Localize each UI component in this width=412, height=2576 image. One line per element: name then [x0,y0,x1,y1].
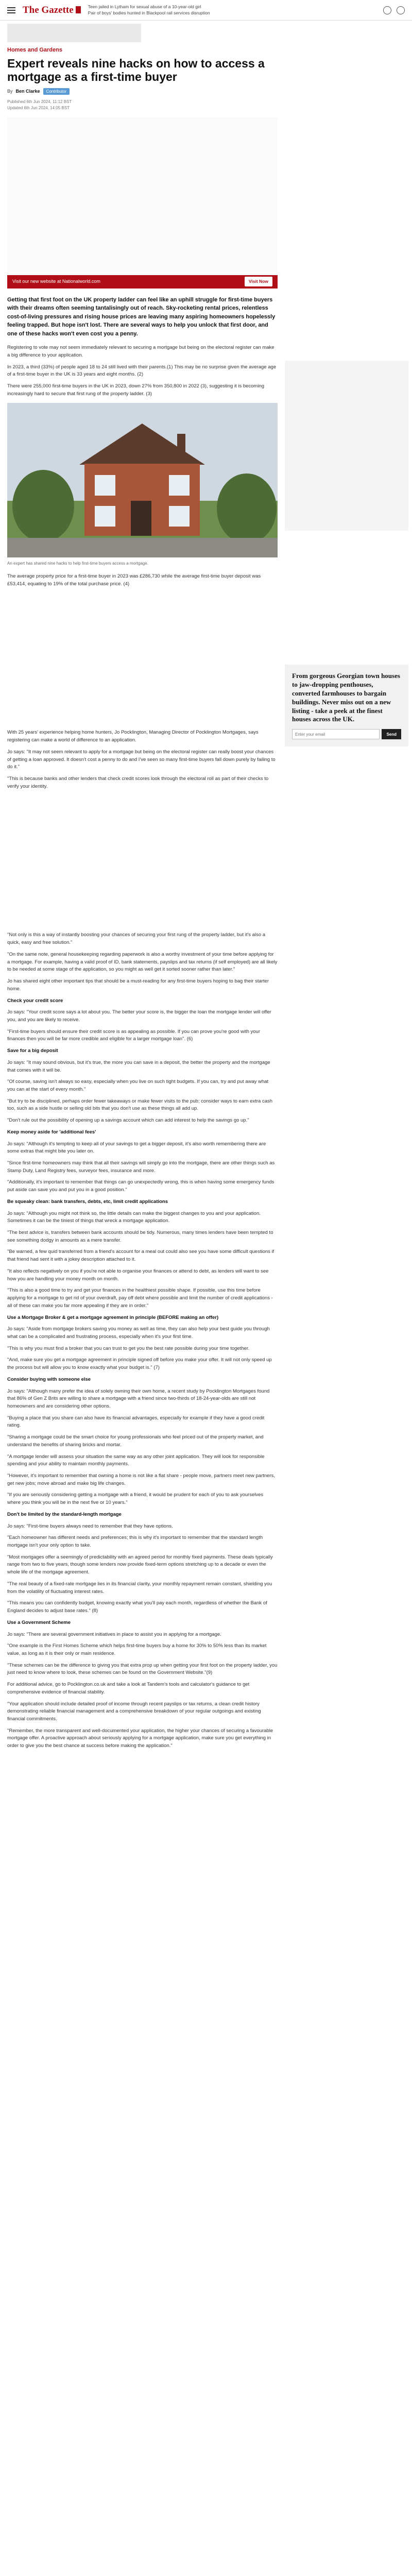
search-icon[interactable] [383,6,391,14]
email-input[interactable] [292,729,380,739]
published-date: Published 6th Jun 2024, 11:12 BST [7,99,72,105]
article-paragraph: "This is why you must find a broker that you can trust to get you the best rate possible during your time together. [7,1345,250,1351]
article-paragraph: "This is also a good time to try and get your finances in the healthiest possible shape. If possible, use this time before applying for a mortgage to get rid of your overdraft, pay off debt where possible and limit the number of credit applications - all of these can make you far more appealing if they are in order." [7,1287,273,1309]
article-paragraph: "These schemes can be the difference to giving you that extra prop up when getting your first foot on the property ladder, you just need to know where to look, these schemes can be found on the Government Website."(9) [7,1662,278,1676]
logo-mark [76,6,81,13]
article-headline: Expert reveals nine hacks on how to access a mortgage as a first-time buyer [7,56,265,84]
article-paragraph: Jo says: "First-time buyers always need to remember that they have options. [7,1523,173,1529]
inline-ad-slot [7,594,278,723]
article-paragraph: "Not only is this a way of instantly boosting your chances of securing your first rung of the property ladder, but it's also a quick, easy and free solution." [7,932,266,946]
subheading: Don't be limited by the standard-length mortgage [7,1511,122,1517]
article-paragraph: "Buying a place that you share can also have its financial advantages, especially for example if they have a good credit rating. [7,1415,265,1429]
site-logo[interactable]: The Gazette [23,3,81,18]
article-intro: Getting that first foot on the UK property ladder can feel like an uphill struggle for first-time buyers with their dreams often seeming tantalisingly out of reach. Sky-rocketing rental prices, relentless cost-of-living pressures and rising house prices are leaving many aspiring homeowners hopelessly feeling trapped. But hope isn't lost. There are several ways to help you unlock that first door, and one of these hacks won't even cost you a penny. [7,296,276,337]
article-body-continued [7,931,278,1750]
article-paragraph: Jo says: "Although many prefer the idea of solely owning their own home, a recent study by Pocklington Mortgages found that 86% of Gen Z Brits are willing to share a mortgage with a friend since two-thirds of 18-24-year-olds are still not homeowners and are considering other options. [7,1388,270,1409]
promo-text: Visit our new website at Nationalworld.com [12,279,100,284]
article-paragraph: "But try to be disciplined, perhaps order fewer takeaways or make fewer visits to the pub; consider ways to earn extra cash too, such as a side hustle or selling old bits that you don't use as these things all add up. [7,1098,273,1112]
article-paragraph: "Since first-time homeowners may think that all their savings will simply go into the mortgage, there are other things such as Stamp Duty, Land Registry fees, surveyor fees, insurance and more. [7,1160,275,1174]
ticker-item[interactable]: Pair of boys' bodies hunted in Blackpool rail services disruption [88,10,210,15]
article-paragraph: "A mortgage lender will assess your situation the same way as any other joint application. They will look for responsible spending and your ability to maintain monthly payments. [7,1453,265,1467]
ticker-item[interactable]: Teen jailed in Lytham for sexual abuse of a 10-year-old girl [88,4,201,10]
newsletter-heading: From gorgeous Georgian town houses to jaw-dropping penthouses, converted farmhouses to bargain buildings. Never miss out on a new listing - take a peek at the finest houses across the UK. [292,672,400,723]
article-paragraph: Jo says: "Aside from mortgage brokers saving you money as well as time, they can also help your best guide you through what can be a complicated and frustrating process, especially when it's your first time. [7,1326,270,1340]
author-name[interactable]: Ben Clarke [15,89,40,94]
article-paragraph: "Be warned, a few quid transferred from a friend's account for a meal out could also see you have some difficult questions if that friend had sent it with a jokey description attached to it. [7,1249,274,1263]
newsletter-send-button[interactable]: Send [382,729,401,739]
article-paragraph: "Additionally, it's important to remember that things can go unexpectedly wrong, this is when having some emergency funds put aside can save you and put you in a good position." [7,1179,274,1193]
subheading: Be squeaky clean: bank transfers, debts, etc, limit credit applications [7,1198,168,1205]
inline-ad-slot [7,796,278,925]
article-paragraph: Registering to vote may not seem immediately relevant to securing a mortgage but being on the electoral register can make a big difference to your application. [7,345,274,358]
section-label[interactable]: Homes and Gardens [7,47,62,53]
byline-prefix: By [7,89,13,94]
article-paragraph: "Of course, saving isn't always so easy, especially when you live on such tight budgets. If you can, try and put away what you can at the start of every month." [7,1079,269,1092]
account-icon[interactable] [397,6,405,14]
updated-date: Updated 6th Jun 2024, 14:05 BST [7,106,70,110]
article-paragraph: "Your application should include detailed proof of income through recent payslips or tax returns, a clean credit history demonstrating reliable financial management and a comprehensive breakdown of your regular outgoings and existing financial commitments. [7,1701,261,1722]
article-paragraph: "One example is the First Homes Scheme which helps first-time buyers buy a home for 30% to 50% less than its market value, as long as it is their only or main residence. [7,1643,267,1656]
sidebar-ad-slot [285,361,408,531]
hero-ad-slot [7,117,278,272]
article-paragraph: "This is because banks and other lenders that check credit scores look through the electoral roll as part of their checks to verify your identity. [7,776,269,789]
article-paragraph: Jo has shared eight other important tips that should be a must-reading for any first-time buyers hoping to bag their starter home. [7,978,269,992]
article-paragraph: "Remember, the more transparent and well-documented your application, the higher your chances of securing a favourable mortgage offer. A proactive approach about seriously applying for a mortgage application, make sure you get everything in order to give you the best chance at success before making the application." [7,1727,273,1749]
article-paragraph: With 25 years' experience helping home hunters, Jo Pocklington, Managing Director of Pocklington Mortgages, says registering can make a world of difference to an application. [7,730,259,743]
subheading: Use a Mortgage Broker & get a mortgage agreement in principle (BEFORE making an offer) [7,1314,219,1320]
article-paragraph: Jo says: "It may not seem relevant to apply for a mortgage but being on the electoral register can really boost your chances of getting a loan approved. It doesn't cost a penny to do and I've seen so many first-time buyers fall down purely by failing to do it." [7,749,276,770]
subheading: Use a Government Scheme [7,1619,71,1625]
byline [7,88,278,95]
article-paragraph: "This means you can confidently budget, knowing exactly what you'll pay each month, regardless of whether the Bank of England decides to adjust base rates." (8) [7,1600,267,1614]
masthead [0,0,412,21]
article-paragraph: For additional advice, go to Pocklington.co.uk and take a look at Tandem's tools and calculator's guidance to get comprehensive evidence of financial stability. [7,1682,250,1695]
subheading: Check your credit score [7,997,63,1004]
subheading: Save for a big deposit [7,1048,58,1054]
article-paragraph: "It also reflects negatively on you if you're not able to organise your finances or attend to debt, as lenders will want to see how you are handling your money month on month. [7,1268,269,1282]
article-paragraph: "Most mortgages offer a seemingly of predictability with an agreed period for monthly fixed payments. These deals typically range from two to five years, though some lenders now provide fixed-term options stretching up to a decade or even the whole life of the mortgage agreement. [7,1554,273,1575]
sidebar-ad [285,361,408,531]
article-paragraph: "The best advice is, transfers between bank accounts should be tidy. Numerous, many times lenders have been tempted to see something dodgy in amounts as a mere transfer. [7,1230,273,1243]
article-paragraph: "The real beauty of a fixed-rate mortgage lies in its financial clarity, your monthly repayment remain constant, shielding you from the volatility of fluctuating interest rates. [7,1581,272,1595]
article-dates [7,99,278,111]
article-paragraph: Jo says: "Although it's tempting to keep all of your savings to get a bigger deposit, it's also worth remembering there are some extras that might bite you later on. [7,1141,266,1155]
article-paragraph: "Sharing a mortgage could be the smart choice for young professionals who feel priced out of the property market, and understand the benefits of sharing bricks and mortar. [7,1434,264,1448]
news-ticker[interactable] [88,4,376,15]
article-paragraph: There were 255,000 first-time buyers in the UK in 2023, down 27% from 350,800 in 2022 (3), suggesting it is becoming increasingly hard to secure that first rung of the property ladder. (3) [7,383,265,397]
article-paragraph: "And, make sure you get a mortgage agreement in principle signed off before you make your offer. It will not only speed up the process but will allow you to know exactly what your budget is." (7) [7,1357,272,1371]
article-paragraph: "First-time buyers should ensure their credit score is as appealing as possible. If you can prove you're good with your finances then you will be far more credible and eligible for a larger mortgage loan". (6) [7,1028,260,1042]
article [7,46,278,1754]
article-paragraph: "If you are seriously considering getting a mortgage with a friend, it would be prudent for each of you to ask yourselves where you think you will be in the next five or 10 years." [7,1492,264,1506]
newsletter-signup [285,665,408,747]
subheading: Keep money aside for 'additional fees' [7,1129,96,1135]
article-photo [7,403,278,557]
article-paragraph: Jo says: "Your credit score says a lot about you. The better your score is, the bigger the loan the mortgage lender will offer you, and you are likely to receive. [7,1009,271,1023]
article-paragraph: The average property price for a first-time buyer in 2023 was £286,730 while the average first-time buyer deposit was £53,414, equating to 19% of the total purchase price. (4) [7,573,261,587]
article-paragraph: "However, it's important to remember that owning a home is not like a flat share - people move, partners meet new partners, get new jobs; move abroad and make big life changes. [7,1473,276,1486]
subheading: Consider buying with someone else [7,1376,91,1382]
article-paragraph: "Don't rule out the possibility of opening up a savings account which can add interest to help the savings go up." [7,1117,249,1124]
promo-bar[interactable] [7,275,278,289]
banner-ad [7,24,141,42]
article-paragraph: Jo says: "Although you might not think so, the little details can make the biggest changes to you and your application. Sometimes it can be the tiniest of things that wreck a mortgage application. [7,1210,261,1224]
menu-icon[interactable] [7,7,15,13]
author-badge: Contributor [43,88,70,95]
article-paragraph: In 2023, a third (33%) of people aged 18 to 24 still lived with their parents.(1) This may be no surprise given the average age of a first-time buyer in the UK is 33 years and eight months. (2) [7,364,277,378]
article-paragraph: "Each homeowner has different needs and preferences; this is why it's important to remember that the standard length mortgage isn't your only option to take. [7,1535,263,1549]
house-photo-illustration [7,403,278,557]
promo-button[interactable]: Visit Now [245,277,272,286]
article-paragraph: "On the same note, general housekeeping regarding paperwork is also a worthy investment of your time before applying for a mortgage. For example, having a valid proof of ID, bank statements, payslips and tax returns (if self employed) are all likely to be needed at some stage of the application, so you might as well get it sorted sooner rather than later." [7,951,278,973]
photo-caption: An expert has shared nine hacks to help first-time buyers access a mortgage. [7,561,148,566]
article-paragraph: Jo says: "It may sound obvious, but it's true, the more you can save in a deposit, the better the property and the mortgage that comes with it will be. [7,1059,270,1073]
article-paragraph: Jo says: "There are several government initiatives in place to assist you in applying for a mortgage. [7,1631,221,1637]
